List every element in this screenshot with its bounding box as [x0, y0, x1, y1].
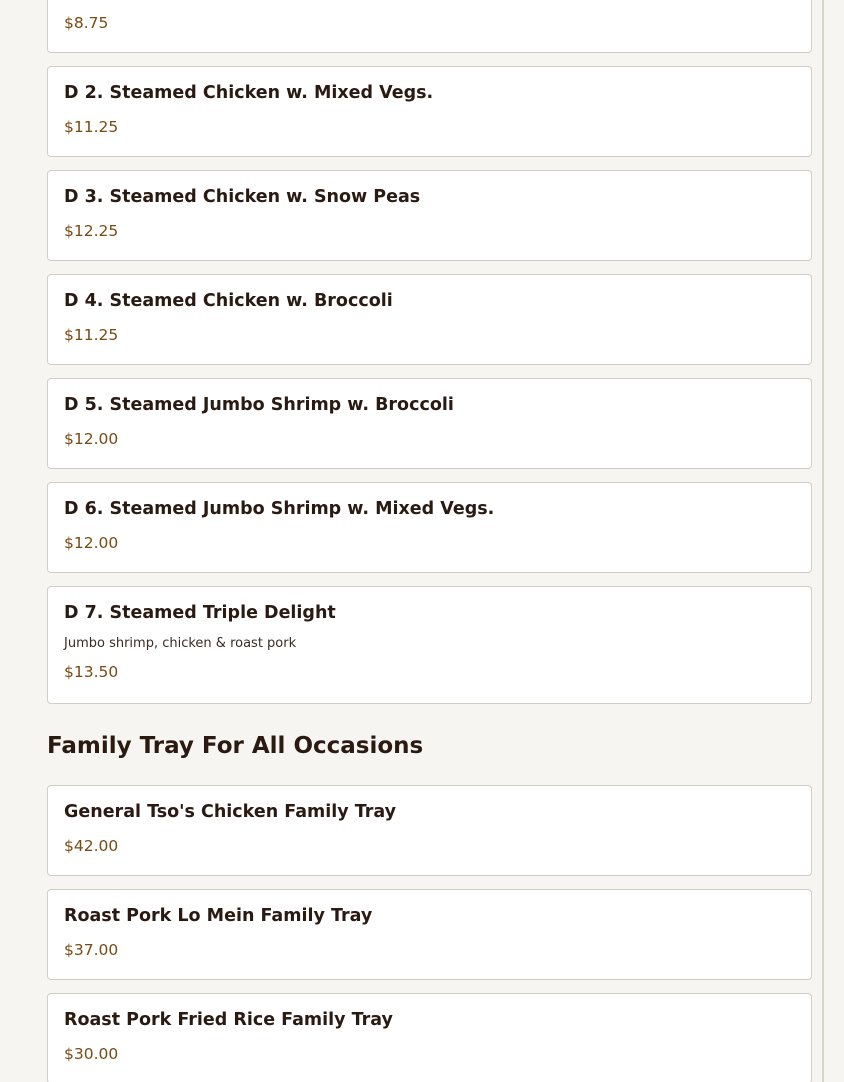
- menu-item-description: Jumbo shrimp, chicken & roast pork: [64, 636, 297, 651]
- menu-item-price: $8.75: [64, 14, 109, 32]
- menu-item-price: $12.00: [64, 430, 119, 448]
- menu-item-card[interactable]: [47, 378, 812, 469]
- menu-item-card[interactable]: [47, 889, 812, 980]
- menu-item-price: $13.50: [64, 663, 119, 681]
- menu-item-card[interactable]: [47, 993, 812, 1082]
- menu-item-card[interactable]: [47, 586, 812, 704]
- menu-item-price: $37.00: [64, 941, 119, 959]
- menu-item-price: $11.25: [64, 326, 119, 344]
- menu-item-price: $12.25: [64, 222, 119, 240]
- menu-item-name: D 3. Steamed Chicken w. Snow Peas: [64, 187, 421, 207]
- menu-item-name: Roast Pork Fried Rice Family Tray: [64, 1010, 393, 1030]
- menu-item-name: D 7. Steamed Triple Delight: [64, 603, 336, 623]
- menu-item-price: $42.00: [64, 837, 119, 855]
- menu-item-name: D 5. Steamed Jumbo Shrimp w. Broccoli: [64, 395, 454, 415]
- menu-list: [47, 0, 812, 1082]
- menu-item-card[interactable]: [47, 0, 812, 53]
- content-divider: [822, 0, 824, 1082]
- menu-item-name: D 2. Steamed Chicken w. Mixed Vegs.: [64, 83, 434, 103]
- section-title: Family Tray For All Occasions: [47, 733, 424, 759]
- menu-item-card[interactable]: [47, 274, 812, 365]
- menu-item-price: $12.00: [64, 534, 119, 552]
- menu-item-name: D 4. Steamed Chicken w. Broccoli: [64, 291, 393, 311]
- menu-item-card[interactable]: [47, 170, 812, 261]
- menu-item-name: General Tso's Chicken Family Tray: [64, 802, 397, 822]
- menu-item-name: D 6. Steamed Jumbo Shrimp w. Mixed Vegs.: [64, 499, 495, 519]
- menu-item-name: Roast Pork Lo Mein Family Tray: [64, 906, 373, 926]
- menu-item-price: $11.25: [64, 118, 119, 136]
- menu-item-card[interactable]: [47, 785, 812, 876]
- menu-item-card[interactable]: [47, 482, 812, 573]
- menu-item-price: $30.00: [64, 1045, 119, 1063]
- menu-item-card[interactable]: [47, 66, 812, 157]
